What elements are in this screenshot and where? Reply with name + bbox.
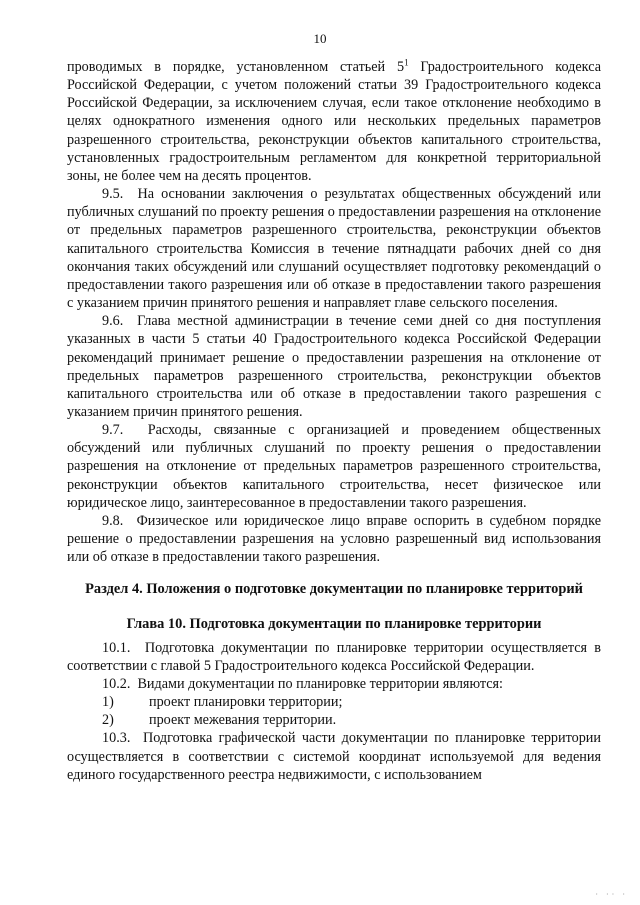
section-title: Раздел 4. Положения о подготовке документации по планировке территорий (85, 581, 583, 598)
superscript-mark: 1 (404, 57, 409, 68)
paragraph-10-3: 10.3. Подготовка графической части документации по планировке территории осуществляется в соответствии с системой координат используемой для ведения единого государственного реестра недвижимости, с использованием (67, 730, 601, 783)
paragraph-10-2: 10.2. Видами документации по планировке территории являются: (102, 676, 503, 692)
paragraph-9-8: 9.8. Физическое или юридическое лицо вправе оспорить в судебном порядке решение о предоставлении разрешения на условно разрешенный вид использования или об отказе в предоставлении такого разрешения. (67, 512, 601, 566)
paragraph-intro (67, 58, 601, 185)
paragraph-9-7: 9.7. Расходы, связанные с организацией и проведением общественных обсуждений или публичных слушаний по проекту решения о предоставлении разрешения на отклонение от предельных параметров разрешенного строительства, реконструкции объектов капитального строительства, несет физическое или юридическое лицо, заинтересованное в предоставлении такого разрешения. (67, 422, 601, 511)
paragraph-intro-text-b: Градостроительного кодекса Российской Федерации, с учетом положений статьи 39 Градостроительного кодекса Российской Федерации, за исключением случая, если такое отклонение необходимо в целях однократного изменения одного или нескольких предельных параметров разрешенного строительства, реконструкции объектов капитального строительства, установленных градостроительным регламентом для конкретной территориальной зоны, не более чем на десять процентов. (67, 59, 601, 184)
list-item (67, 693, 601, 711)
paragraph-9-5: 9.5. На основании заключения о результатах общественных обсуждений или публичных слушаний по проекту решения о предоставлении разрешения на отклонение от предельных параметров разрешенного строительства, реконструкции объектов капитального строительства Комиссия в течение пятнадцати рабочих дней со дня окончания таких обсуждений или слушаний осуществляет подготовку рекомендаций о предоставлении такого разрешения или об отказе в предоставлении такого разрешения с указанием причин принятого решения и направляет главе сельского поселения. (67, 186, 601, 312)
page-number: 10 (313, 31, 327, 46)
footer-scan-mark: · ·· · (595, 890, 628, 899)
paragraph-intro-text-a: проводимых в порядке, установленном статьей 5 (67, 59, 405, 75)
list-item (67, 711, 601, 729)
list-item-number: 1) (102, 694, 114, 711)
document-body (67, 58, 601, 784)
paragraph-10-1: 10.1. Подготовка документации по планировке территории осуществляется в соответствии с главой 5 Градостроительного кодекса Российской Федерации. (67, 639, 601, 674)
paragraph-9-6: 9.6. Глава местной администрации в течение семи дней со дня поступления указанных в части 5 статьи 40 Градостроительного кодекса Российской Федерации рекомендаций принимает решение о предоставлении разрешения на отклонение от предельных параметров разрешенного строительства, реконструкции объектов капитального строительства или об отказе в предоставлении такого разрешения с указанием причин принятого решения. (67, 313, 601, 420)
list-item-text: проект межевания территории. (149, 712, 337, 729)
chapter-title: Глава 10. Подготовка документации по планировке территории (126, 615, 542, 632)
list-item-number: 2) (102, 712, 114, 729)
list-item-text: проект планировки территории; (149, 694, 343, 711)
